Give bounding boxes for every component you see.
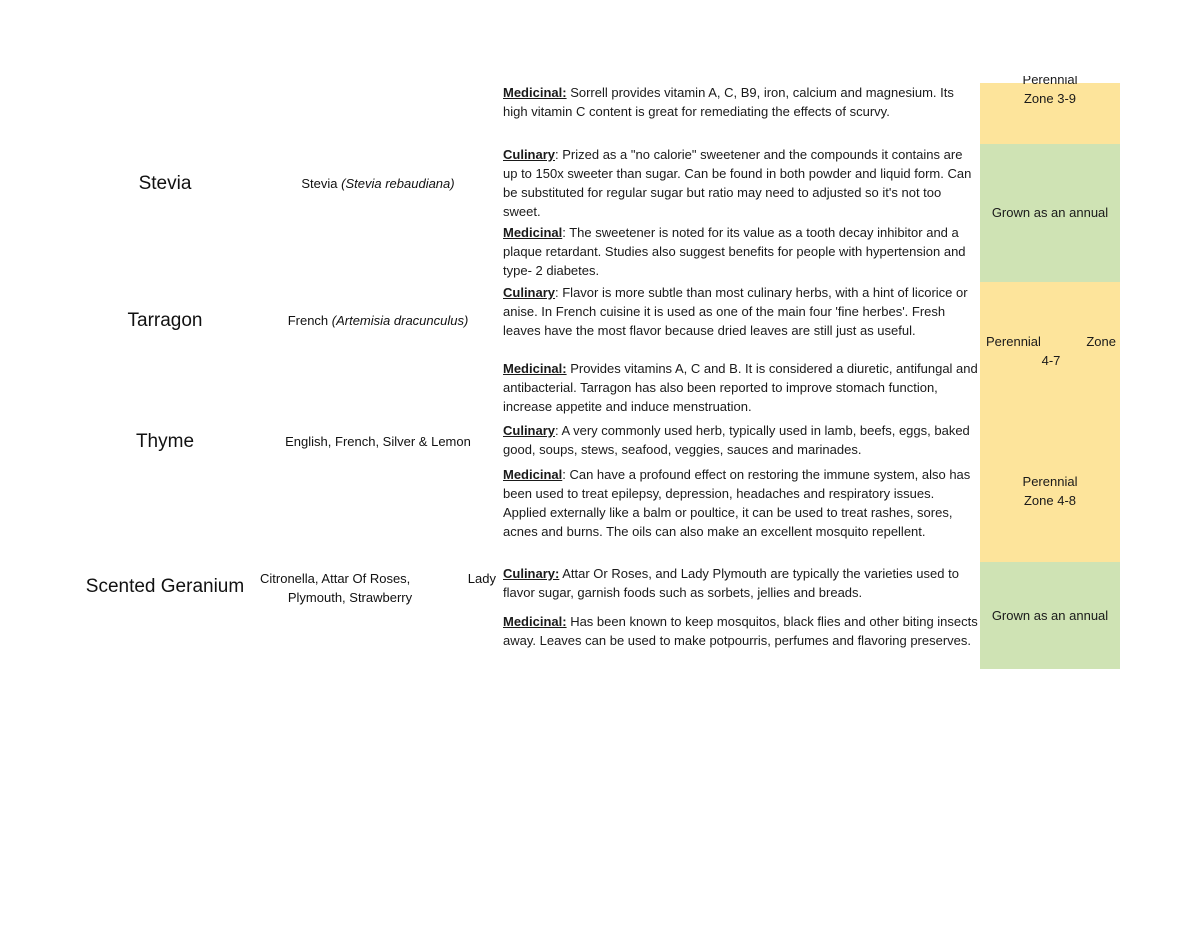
medicinal-label: Medicinal [503, 467, 563, 482]
stevia-zone: Grown as an annual [991, 205, 1109, 220]
culinary-label: Culinary: [503, 566, 560, 581]
sorrel-zone-line1: Perennial [1022, 76, 1078, 87]
culinary-description: : A very commonly used herb, typically used in lamb, beefs, eggs, baked good, soups, stews, seafood, veggies, sauces and marinades. [503, 423, 970, 457]
culinary-description: Attar Or Roses, and Lady Plymouth are typically the varieties used to flavor sugar, garnish foods such as sorbets, jellies and breads. [503, 566, 959, 600]
culinary-label: Culinary [503, 147, 556, 162]
herb-name-scented-geranium: Scented Geranium [85, 576, 245, 597]
thyme-culinary-text [503, 421, 979, 459]
tarragon-zone-word3: 4-7 [1041, 353, 1061, 368]
variety-thyme: English, French, Silver & Lemon [285, 434, 471, 449]
variety-common: Stevia [301, 176, 342, 191]
variety-latin: (Stevia rebaudiana) [341, 176, 455, 191]
tarragon-medicinal-text [503, 359, 979, 416]
medicinal-description: Provides vitamins A, C and B. It is considered a diuretic, antifungal and antibacterial. Tarragon has also been reported to improve stomach function, increase appetite and induce menstruation. [503, 361, 978, 414]
geranium-culinary-text [503, 564, 979, 602]
tarragon-thyme-zone-band [980, 282, 1120, 562]
sorrel-zone [980, 76, 1120, 107]
sorrel-medicinal-text [503, 83, 979, 121]
geranium-medicinal-text [503, 612, 979, 650]
variety-line2: Plymouth, Strawberry [287, 590, 413, 605]
variety-line1-b: Lady [467, 571, 496, 586]
herb-name-tarragon: Tarragon [127, 310, 203, 331]
tarragon-zone-word1: Perennial [986, 334, 1041, 349]
stevia-medicinal-text [503, 223, 979, 280]
variety-line1 [260, 569, 496, 588]
variety-stevia [285, 174, 471, 193]
medicinal-description: Has been known to keep mosquitos, black flies and other biting insects away. Leaves can be used to make potpourris, perfumes and flavoring preserves. [503, 614, 978, 648]
medicinal-label: Medicinal [503, 225, 563, 240]
thyme-zone-line1: Perennial [1022, 474, 1078, 489]
culinary-label: Culinary [503, 285, 556, 300]
herb-name-stevia: Stevia [138, 173, 192, 194]
tarragon-culinary-text [503, 283, 979, 340]
thyme-zone-line2: Zone 4-8 [1023, 493, 1077, 508]
variety-tarragon [278, 311, 478, 330]
culinary-label: Culinary [503, 423, 556, 438]
culinary-description: : Prized as a "no calorie" sweetener and the compounds it contains are up to 150x sweeter than sugar. Can be found in both powder and liquid form. Can be substituted for regular sugar but ratio may need to adjusted so it's not too sweet. [503, 147, 972, 219]
thyme-medicinal-text [503, 465, 979, 541]
variety-latin: (Artemisia dracunculus) [331, 313, 469, 328]
variety-common: French [287, 313, 332, 328]
medicinal-label: Medicinal: [503, 85, 567, 100]
medicinal-description: Sorrell provides vitamin A, C, B9, iron, calcium and magnesium. Its high vitamin C content is great for remediating the effects of scurvy. [503, 85, 954, 119]
stevia-culinary-text [503, 145, 979, 221]
culinary-description: : Flavor is more subtle than most culinary herbs, with a hint of licorice or anise. In French cuisine it is used as one of the main four 'fine herbes'. Fresh leaves have the most flavor because dried leaves are still just as useful. [503, 285, 968, 338]
tarragon-zone-word2: Zone [1086, 334, 1116, 349]
herb-name-thyme: Thyme [135, 431, 195, 452]
variety-geranium [260, 569, 496, 607]
thyme-zone [980, 472, 1120, 510]
medicinal-description: : The sweetener is noted for its value as a tooth decay inhibitor and a plaque retardant. Studies also suggest benefits for people with hypertension and type- 2 diabetes. [503, 225, 966, 278]
geranium-zone: Grown as an annual [991, 608, 1109, 623]
tarragon-zone [986, 332, 1116, 370]
sorrel-zone-line2: Zone 3-9 [1023, 91, 1077, 106]
medicinal-label: Medicinal: [503, 361, 567, 376]
medicinal-label: Medicinal: [503, 614, 567, 629]
variety-line1-a: Citronella, Attar Of Roses, [260, 571, 411, 586]
medicinal-description: : Can have a profound effect on restoring the immune system, also has been used to treat epilepsy, depression, headaches and respiratory issues. Applied externally like a balm or poultice, it can be used to treat rashes, sores, acnes and burns. The oils can also make an excellent mosquito repellent. [503, 467, 971, 539]
